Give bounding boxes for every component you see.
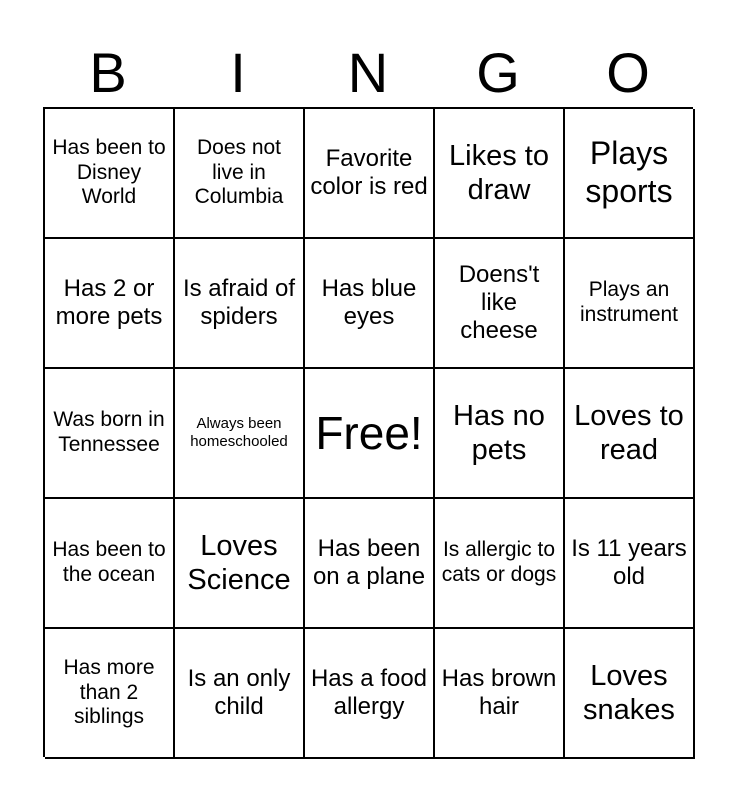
bingo-cell-r2-c3[interactable] — [305, 239, 435, 369]
bingo-cell-r3-c4[interactable] — [435, 369, 565, 499]
header-letter-n: N — [347, 41, 389, 104]
bingo-cell-free[interactable] — [305, 369, 435, 499]
cell-text: Has blue eyes — [321, 274, 417, 330]
bingo-cell-r5-c1[interactable] — [45, 629, 175, 759]
cell-text: Has no pets — [453, 399, 545, 466]
header-letter-i: I — [230, 41, 246, 104]
cell-text: Has been to Disney World — [52, 135, 166, 209]
header-letter-b: B — [89, 41, 127, 104]
bingo-cell-r3-c2[interactable] — [175, 369, 305, 499]
bingo-cell-r1-c4[interactable] — [435, 109, 565, 239]
bingo-cell-r3-c1[interactable] — [45, 369, 175, 499]
bingo-cell-r1-c2[interactable] — [175, 109, 305, 239]
cell-text: Loves snakes — [583, 659, 675, 726]
bingo-cell-r5-c3[interactable] — [305, 629, 435, 759]
bingo-header — [43, 38, 693, 108]
bingo-cell-r5-c2[interactable] — [175, 629, 305, 759]
cell-text: Loves to read — [574, 399, 684, 466]
cell-text: Does not live in Columbia — [194, 135, 284, 209]
bingo-cell-r5-c5[interactable] — [565, 629, 695, 759]
cell-text: Plays sports — [585, 135, 673, 209]
cell-text: Has more than 2 siblings — [63, 655, 155, 729]
cell-text: Has 2 or more pets — [55, 274, 163, 330]
bingo-cell-r2-c4[interactable] — [435, 239, 565, 369]
cell-text: Has been to the ocean — [52, 538, 166, 586]
bingo-cell-r2-c2[interactable] — [175, 239, 305, 369]
bingo-cell-r3-c5[interactable] — [565, 369, 695, 499]
cell-text: Is an only child — [187, 664, 291, 720]
bingo-cell-r4-c5[interactable] — [565, 499, 695, 629]
bingo-cell-r4-c2[interactable] — [175, 499, 305, 629]
cell-text: Has brown hair — [441, 664, 557, 720]
bingo-cell-r2-c1[interactable] — [45, 239, 175, 369]
cell-text: Likes to draw — [449, 139, 549, 206]
header-letter-o: O — [606, 41, 650, 104]
cell-text: Favorite color is red — [310, 144, 428, 200]
cell-text: Always been homeschooled — [190, 415, 288, 450]
bingo-cell-r4-c3[interactable] — [305, 499, 435, 629]
cell-text: Free! — [315, 406, 423, 459]
bingo-cell-r1-c3[interactable] — [305, 109, 435, 239]
header-letter-g: G — [476, 41, 520, 104]
cell-text: Loves Science — [187, 529, 291, 596]
cell-text: Is allergic to cats or dogs — [441, 538, 557, 586]
bingo-cell-r5-c4[interactable] — [435, 629, 565, 759]
cell-text: Was born in Tennessee — [53, 408, 165, 456]
cell-text: Has a food allergy — [310, 664, 428, 720]
bingo-cell-r1-c1[interactable] — [45, 109, 175, 239]
cell-text: Has been on a plane — [312, 534, 426, 590]
bingo-cell-r4-c4[interactable] — [435, 499, 565, 629]
cell-text: Is afraid of spiders — [182, 274, 296, 330]
bingo-cell-r4-c1[interactable] — [45, 499, 175, 629]
cell-text: Doens't like cheese — [458, 260, 540, 345]
bingo-cell-r1-c5[interactable] — [565, 109, 695, 239]
cell-text: Plays an instrument — [579, 278, 679, 326]
cell-text: Is 11 years old — [571, 534, 687, 590]
bingo-grid — [43, 107, 693, 757]
bingo-cell-r2-c5[interactable] — [565, 239, 695, 369]
